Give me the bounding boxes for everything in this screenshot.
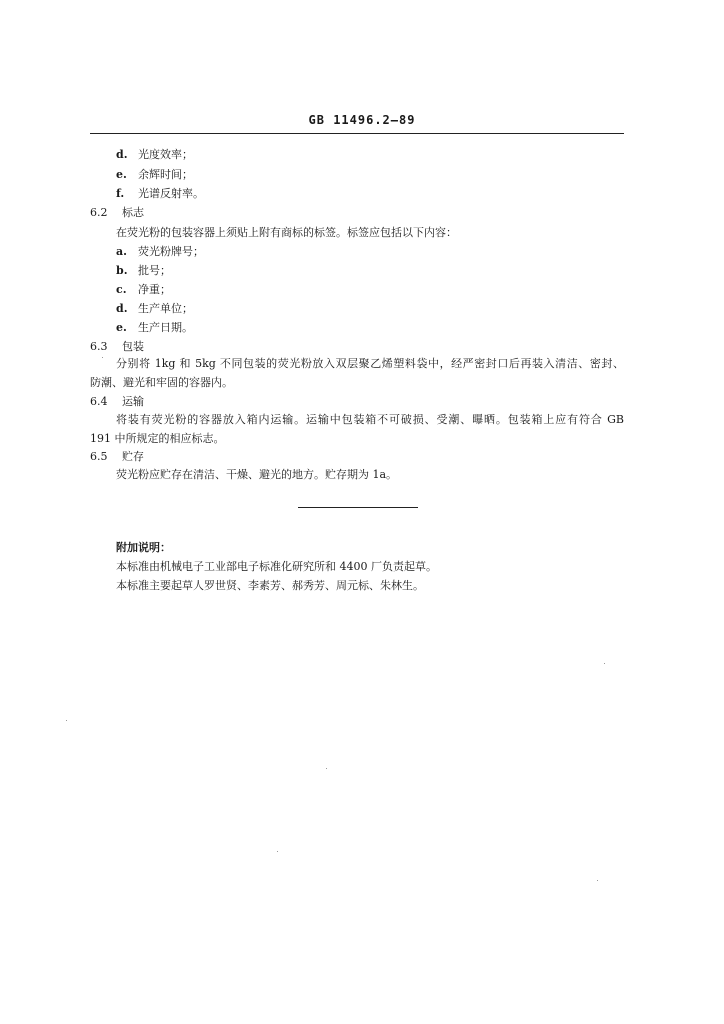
scan-speck xyxy=(326,768,327,769)
appendix-title: 附加说明： xyxy=(116,541,171,554)
list-item-e xyxy=(116,168,193,181)
appendix-line-2: 本标准主要起草人罗世贤、李素芳、郝秀芳、周元标、朱林生。 xyxy=(116,579,424,592)
list-item-text: 荧光粉牌号； xyxy=(138,245,204,258)
list-item-letter: b. xyxy=(116,264,128,277)
scan-speck xyxy=(604,663,605,664)
list-item-letter: c. xyxy=(116,283,127,296)
list-item-letter: a. xyxy=(116,245,127,258)
section-6-2-intro: 在荧光粉的包装容器上须贴上附有商标的标签。标签应包括以下内容： xyxy=(116,226,457,239)
label-item-e xyxy=(116,321,193,334)
list-item-letter: f. xyxy=(116,187,125,200)
section-6-4-line-2: 191 中所规定的相应标志。 xyxy=(90,432,225,445)
appendix-line-1: 本标准由机械电子工业部电子标准化研究所和 4400 厂负责起草。 xyxy=(116,560,437,573)
section-6-3-line-1: 分别将 1kg 和 5kg 不同包装的荧光粉放入双层聚乙烯塑料袋中，经严密封口后再装入清洁、密封、 xyxy=(116,357,624,370)
list-item-text: 光谱反射率。 xyxy=(138,187,204,200)
label-item-a xyxy=(116,245,204,258)
section-number: 6.2 xyxy=(90,206,108,219)
end-of-text-rule xyxy=(298,507,418,508)
section-number: 6.3 xyxy=(90,340,108,353)
list-item-letter: d. xyxy=(116,148,128,161)
section-title: 包装 xyxy=(122,340,144,353)
label-item-b xyxy=(116,264,171,277)
section-title: 运输 xyxy=(122,395,144,408)
header-divider xyxy=(90,133,624,134)
section-title: 标志 xyxy=(122,206,144,219)
section-heading-6-5 xyxy=(90,450,144,463)
scan-speck xyxy=(597,880,598,881)
section-number: 6.5 xyxy=(90,450,108,463)
section-heading-6-2 xyxy=(90,206,144,219)
label-item-d xyxy=(116,302,193,315)
section-heading-6-3 xyxy=(90,340,144,353)
list-item-f xyxy=(116,187,204,200)
scan-speck xyxy=(102,357,103,358)
list-item-text: 光度效率； xyxy=(138,148,193,161)
section-6-4-line-1: 将装有荧光粉的容器放入箱内运输。运输中包装箱不可破损、受潮、曝晒。包装箱上应有符合 GB xyxy=(116,413,624,426)
scan-speck xyxy=(66,720,67,721)
list-item-text: 净重； xyxy=(138,283,171,296)
list-item-text: 余辉时间； xyxy=(138,168,193,181)
section-title: 贮存 xyxy=(122,450,144,463)
list-item-text: 生产单位； xyxy=(138,302,193,315)
standard-code-header: GB 11496.2—89 xyxy=(308,113,416,127)
list-item-letter: e. xyxy=(116,168,127,181)
list-item-text: 生产日期。 xyxy=(138,321,193,334)
section-heading-6-4 xyxy=(90,395,144,408)
list-item-letter: e. xyxy=(116,321,127,334)
label-item-c xyxy=(116,283,171,296)
section-6-3-line-2: 防潮、避光和牢固的容器内。 xyxy=(90,376,233,389)
list-item-letter: d. xyxy=(116,302,128,315)
list-item-d xyxy=(116,148,193,161)
list-item-text: 批号； xyxy=(138,264,171,277)
section-6-5-line-1: 荧光粉应贮存在清洁、干燥、避光的地方。贮存期为 1a。 xyxy=(116,468,398,481)
scan-speck xyxy=(277,851,278,852)
section-number: 6.4 xyxy=(90,395,108,408)
